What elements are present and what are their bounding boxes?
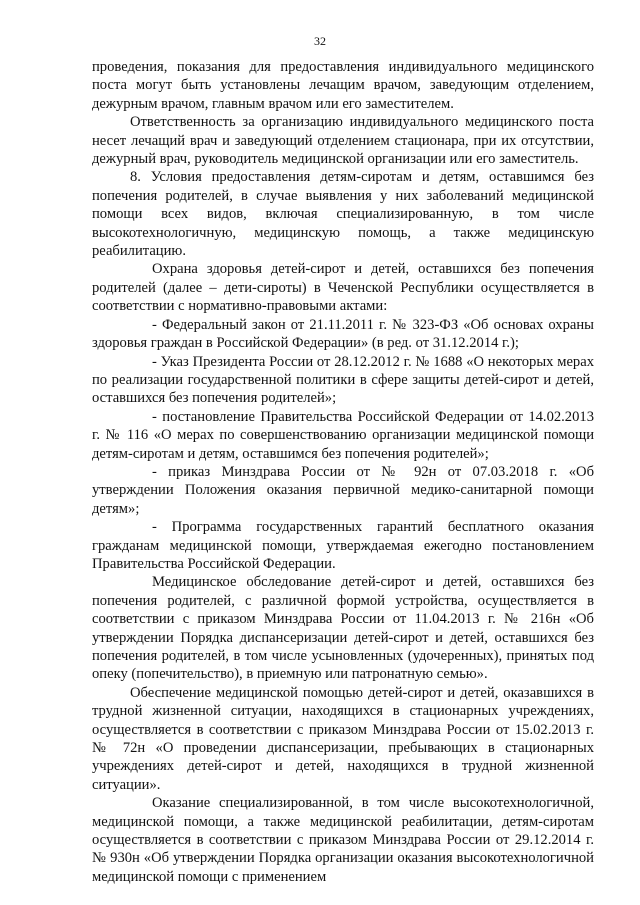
list-item-ministry-order: - приказ Минздрава России от № 92н от 07.03.2018 г. «Об утверждении Положения оказания первичной медико-санитарной помощи детям»; <box>92 463 594 517</box>
document-body <box>92 58 594 886</box>
list-item-presidential-decree: - Указ Президента России от 28.12.2012 г. № 1688 «О некоторых мерах по реализации государственной политики в сфере защиты детей-сирот и детей, оставшихся без попечения родителей»; <box>92 353 594 407</box>
paragraph-health-protection: Охрана здоровья детей-сирот и детей, оставшихся без попечения родителей (далее – дети-сироты) в Чеченской Республики осуществляется в соответствии с нормативно-правовыми актами: <box>92 261 594 315</box>
page-number: 32 <box>314 34 326 48</box>
paragraph-medical-care-provision: Обеспечение медицинской помощью детей-сирот и детей, оказавшихся в трудной жизненной ситуации, находящихся в стационарных учреждениях, осуществляется в соответствии с приказом Минздрава России от 15.02.2013 г. № 72н «О проведении диспансеризации, пребывающих в стационарных учреждениях детей-сирот и детей, находящихся в трудной жизненной ситуации». <box>92 684 594 793</box>
paragraph-medical-examination: Медицинское обследование детей-сирот и детей, оставшихся без попечения родителей, с различной формой устройства, осуществляется в соответствии с приказом Минздрава России от 11.04.2013 г. № 216н «Об утверждении Порядка диспансеризации детей-сирот и детей, оставшихся без попечения родителей, в том числе усыновленных (удочеренных), принятых под опеку (попечительство), в приемную или патронатную семью». <box>92 574 594 683</box>
paragraph-specialized-care: Оказание специализированной, в том числе высокотехнологичной, медицинской помощи, а также медицинской реабилитации, детям-сиротам осуществляется в соответствии с приказом Минздрава России от 29.12.2014 г. № 930н «Об утверждении Порядка организации оказания высокотехнологичной медицинской помощи с применением <box>92 795 594 885</box>
list-item-federal-law: - Федеральный закон от 21.11.2011 г. № 323-ФЗ «Об основах охраны здоровья граждан в Российской Федерации» (в ред. от 31.12.2014 г.); <box>92 316 594 352</box>
paragraph-section-8: 8. Условия предоставления детям-сиротам и детям, оставшимся без попечения родителей, в случае выявления у них заболеваний медицинской помощи всех видов, включая специализированную, в том числе высокотехнологичную, медицинскую помощь, а также медицинскую реабилитацию. <box>92 169 594 260</box>
paragraph-continuation: проведения, показания для предоставления индивидуального медицинского поста могут быть установлены лечащим врачом, заведующим отделением, дежурным врачом, главным врачом или его заместителем. <box>92 59 594 112</box>
list-item-state-guarantees: - Программа государственных гарантий бесплатного оказания гражданам медицинской помощи, утверждаемая ежегодно постановлением Правительства Российской Федерации. <box>92 519 594 572</box>
list-item-government-resolution: - постановление Правительства Российской Федерации от 14.02.2013 г. № 116 «О мерах по совершенствованию организации медицинской помощи детям-сиротам и детям, оставшимся без попечения родителей»; <box>92 408 594 462</box>
paragraph-responsibility: Ответственность за организацию индивидуального медицинского поста несет лечащий врач и заведующий отделением стационара, при их отсутствии, дежурный врач, руководитель медицинской организации или его заместитель. <box>92 114 594 168</box>
